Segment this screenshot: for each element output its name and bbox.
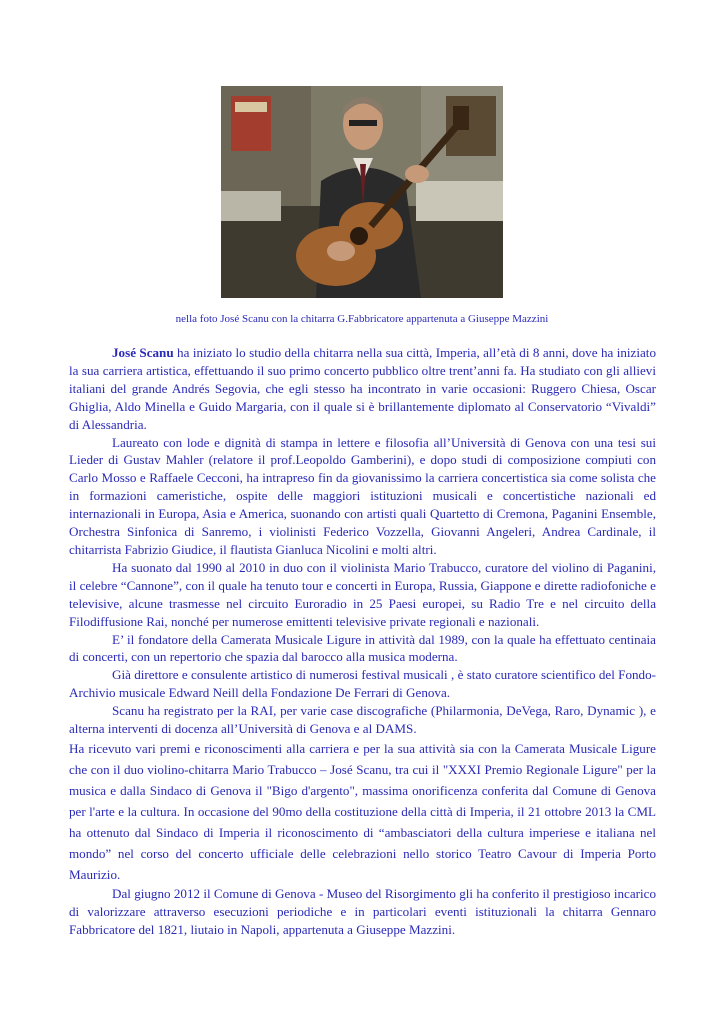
guitarist-illustration [221, 86, 503, 298]
guitarist-photo [221, 86, 503, 298]
photo-caption: nella foto José Scanu con la chitarra G.Fabbricatore appartenuta a Giuseppe Mazzini [175, 313, 549, 325]
paragraph-4: E’ il fondatore della Camerata Musicale Ligure in attività dal 1989, con la quale ha effettuato centinaia di concerti, con un repertorio che spazia dal barocco alla musica moderna. [69, 631, 656, 665]
paragraph-3: Ha suonato dal 1990 al 2010 in duo con il violinista Mario Trabucco, curatore del violino di Paganini, il celebre “Cannone”, con il quale ha tenuto tour e concerti in Europa, Russia, Giappone e dirette radiofoniche e televisive, alcune trasmesse nel circuito Euroradio in 25 Paesi europei, su Radio Tre e nel circuito della Filodiffusione Rai, nonché per numerose emittenti televisive private regionali e nazionali. [69, 559, 656, 629]
paragraph-6: Scanu ha registrato per la RAI, per varie case discografiche (Philarmonia, DeVega, Raro, Dynamic ), e alterna interventi di docenza all’Università di Genova e al DAMS. [69, 703, 656, 737]
paragraph-2: Laureato con lode e dignità di stampa in lettere e filosofia all’Università di Genova con una tesi sui Lieder di Gustav Mahler (relatore il prof.Leopoldo Gamberini), e dopo studi di composizione compiuti con Carlo Mosso e Raffaele Cecconi, ha intrapreso fin da giovanissimo la carriera concertistica sia come solista che in formazioni cameristiche, ospite delle maggiori istituzioni musicali e concertistiche nazionali ed internazionali in Europa, Asia e America, suonando con artisti quali Quartetto di Cremona, Paganini Ensemble, Orchestra Sinfonica di Sanremo, i violinisti Federico Vozzella, Giovanni Angeleri, Andrea Cardinale, il chitarrista Fabrizio Giudice, il flautista Gianluca Nicolini e molti altri. [69, 434, 656, 557]
biography-text [69, 344, 656, 939]
artist-name: José Scanu [112, 345, 174, 360]
paragraph-7: Ha ricevuto vari premi e riconoscimenti alla carriera e per la sua attività sia con la Camerata Musicale Ligure che con il duo violino-chitarra Mario Trabucco – José Scanu, tra cui il "XXXI Premio Regionale Ligure" per la musica e dalla Sindaco di Genova il "Bigo d'argento", massima onorificenza conferita dal Comune di Genova per l'arte e la cultura. In occasione del 90mo della costituzione della città di Imperia, il 21 ottobre 2013 la CML ha ottenuto dal Sindaco di Imperia il riconoscimento di “ambasciatori della cultura imperiese e italiana nel mondo” nel corso del concerto ufficiale delle celebrazioni nello storico Teatro Cavour di Imperia Porto Maurizio. [69, 740, 656, 882]
paragraph-8: Dal giugno 2012 il Comune di Genova - Museo del Risorgimento gli ha conferito il prestigioso incarico di valorizzare attraverso esecuzioni periodiche e in particolari eventi istituzionali la chitarra Gennaro Fabbricatore del 1821, liutaio in Napoli, appartenuta a Giuseppe Mazzini. [69, 885, 656, 937]
paragraph-1: José Scanu ha iniziato lo studio della chitarra nella sua città, Imperia, all’età di 8 anni, dove ha iniziato la sua carriera artistica, effettuando il suo primo concerto pubblico oltre trent’anni fa. Ha studiato con gli allievi italiani del grande Andrés Segovia, che egli stesso ha incontrato in varie occasioni: Ruggero Chiesa, Oscar Ghiglia, Aldo Minella e Guido Margaria, con il quale si è brillantemente diplomato al Conservatorio “Vivaldi” di Alessandria. [69, 345, 656, 432]
paragraph-5: Già direttore e consulente artistico di numerosi festival musicali , è stato curatore scientifico del Fondo-Archivio musicale Edward Neill della Fondazione De Ferrari di Genova. [69, 667, 656, 701]
